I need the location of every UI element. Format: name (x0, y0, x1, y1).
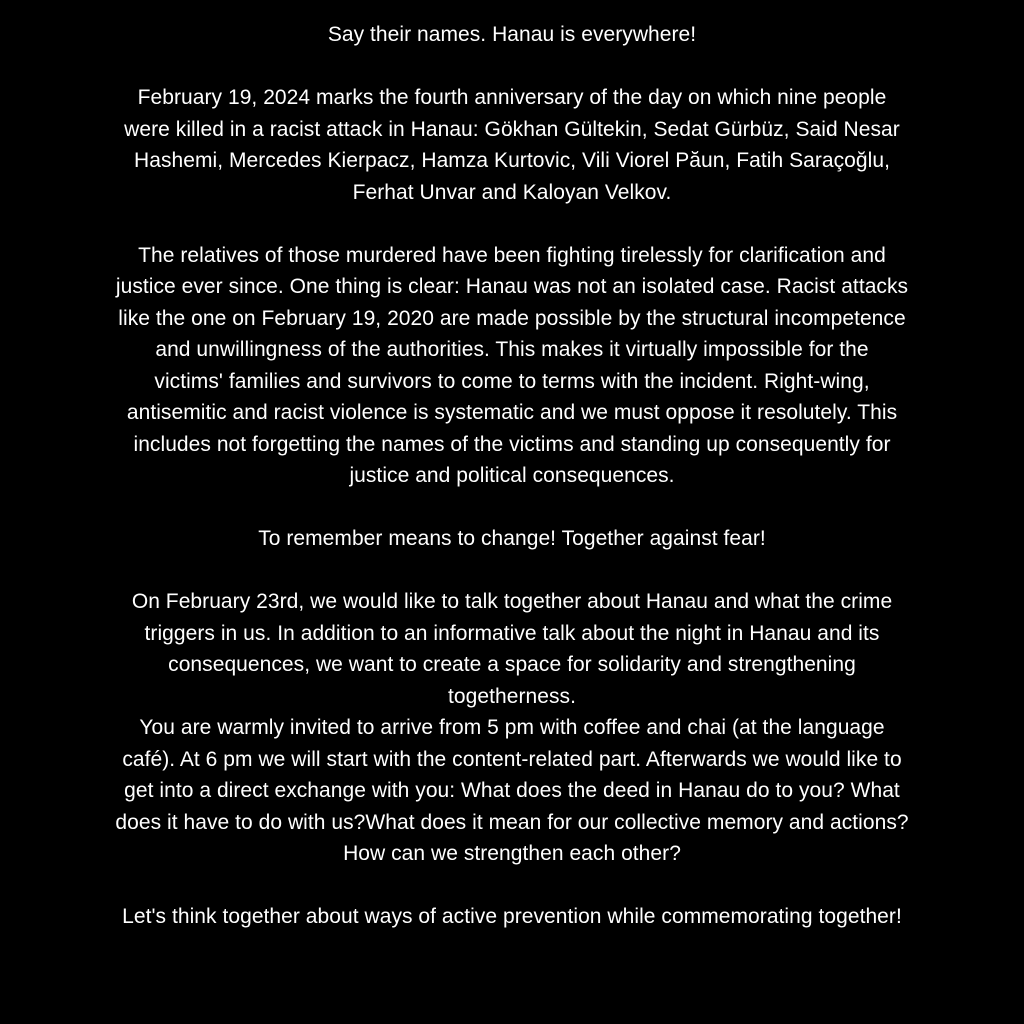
event-intro-line: togetherness. (448, 684, 576, 708)
headline-block (8, 19, 1016, 51)
event-details-line: You are warmly invited to arrive from 5 pm with coffee and chai (at the language (139, 716, 885, 739)
relatives-line: justice ever since. One thing is clear: Hanau was not an isolated case. Racist attacks (115, 275, 909, 298)
relatives-line: victims' families and survivors to come to terms with the incident. Right-wing, (154, 369, 870, 393)
relatives-line: justice and political consequences. (349, 464, 675, 487)
closing-block (8, 901, 1016, 933)
relatives-line: like the one on February 19, 2020 are made possible by the structural incompetence (118, 306, 906, 330)
anniversary-paragraph (8, 82, 1016, 208)
event-details-line: How can we strengthen each other? (343, 842, 681, 865)
slogan-block (8, 523, 1016, 555)
relatives-line: includes not forgetting the names of the victims and standing up consequently for (133, 432, 891, 456)
event-intro-line: On February 23rd, we would like to talk together about Hanau and what the crime (131, 590, 893, 613)
relatives-line: The relatives of those murdered have been fighting tirelessly for clarification and (138, 243, 886, 267)
event-intro-line: consequences, we want to create a space for solidarity and strengthening (168, 653, 856, 676)
event-intro-line: triggers in us. In addition to an informative talk about the night in Hanau and its (144, 621, 880, 645)
slogan: To remember means to change! Together against fear! (258, 527, 766, 550)
event-details-line: does it have to do with us?What does it mean for our collective memory and actions? (115, 810, 909, 834)
relatives-line: and unwillingness of the authorities. This makes it virtually impossible for the (155, 338, 869, 361)
anniversary-line: February 19, 2024 marks the fourth anniversary of the day on which nine people (137, 86, 887, 109)
headline: Say their names. Hanau is everywhere! (327, 23, 697, 46)
closing-line: Let's think together about ways of active prevention while commemorating together! (122, 905, 902, 928)
anniversary-line: Ferhat Unvar and Kaloyan Velkov. (352, 180, 672, 204)
event-details-paragraph (8, 712, 1016, 870)
event-details-line: café). At 6 pm we will start with the content-related part. Afterwards we would like to (122, 747, 902, 771)
relatives-paragraph (8, 240, 1016, 492)
event-details-line: get into a direct exchange with you: What does the deed in Hanau do to you? What (124, 779, 900, 802)
relatives-line: antisemitic and racist violence is systematic and we must oppose it resolutely. This (126, 401, 898, 424)
anniversary-line: Hashemi, Mercedes Kierpacz, Hamza Kurtovic, Vili Viorel Păun, Fatih Saraçoğlu, (134, 149, 890, 172)
anniversary-line: were killed in a racist attack in Hanau: Gökhan Gültekin, Sedat Gürbüz, Said Nesar (124, 117, 900, 141)
event-intro-paragraph (8, 586, 1016, 712)
